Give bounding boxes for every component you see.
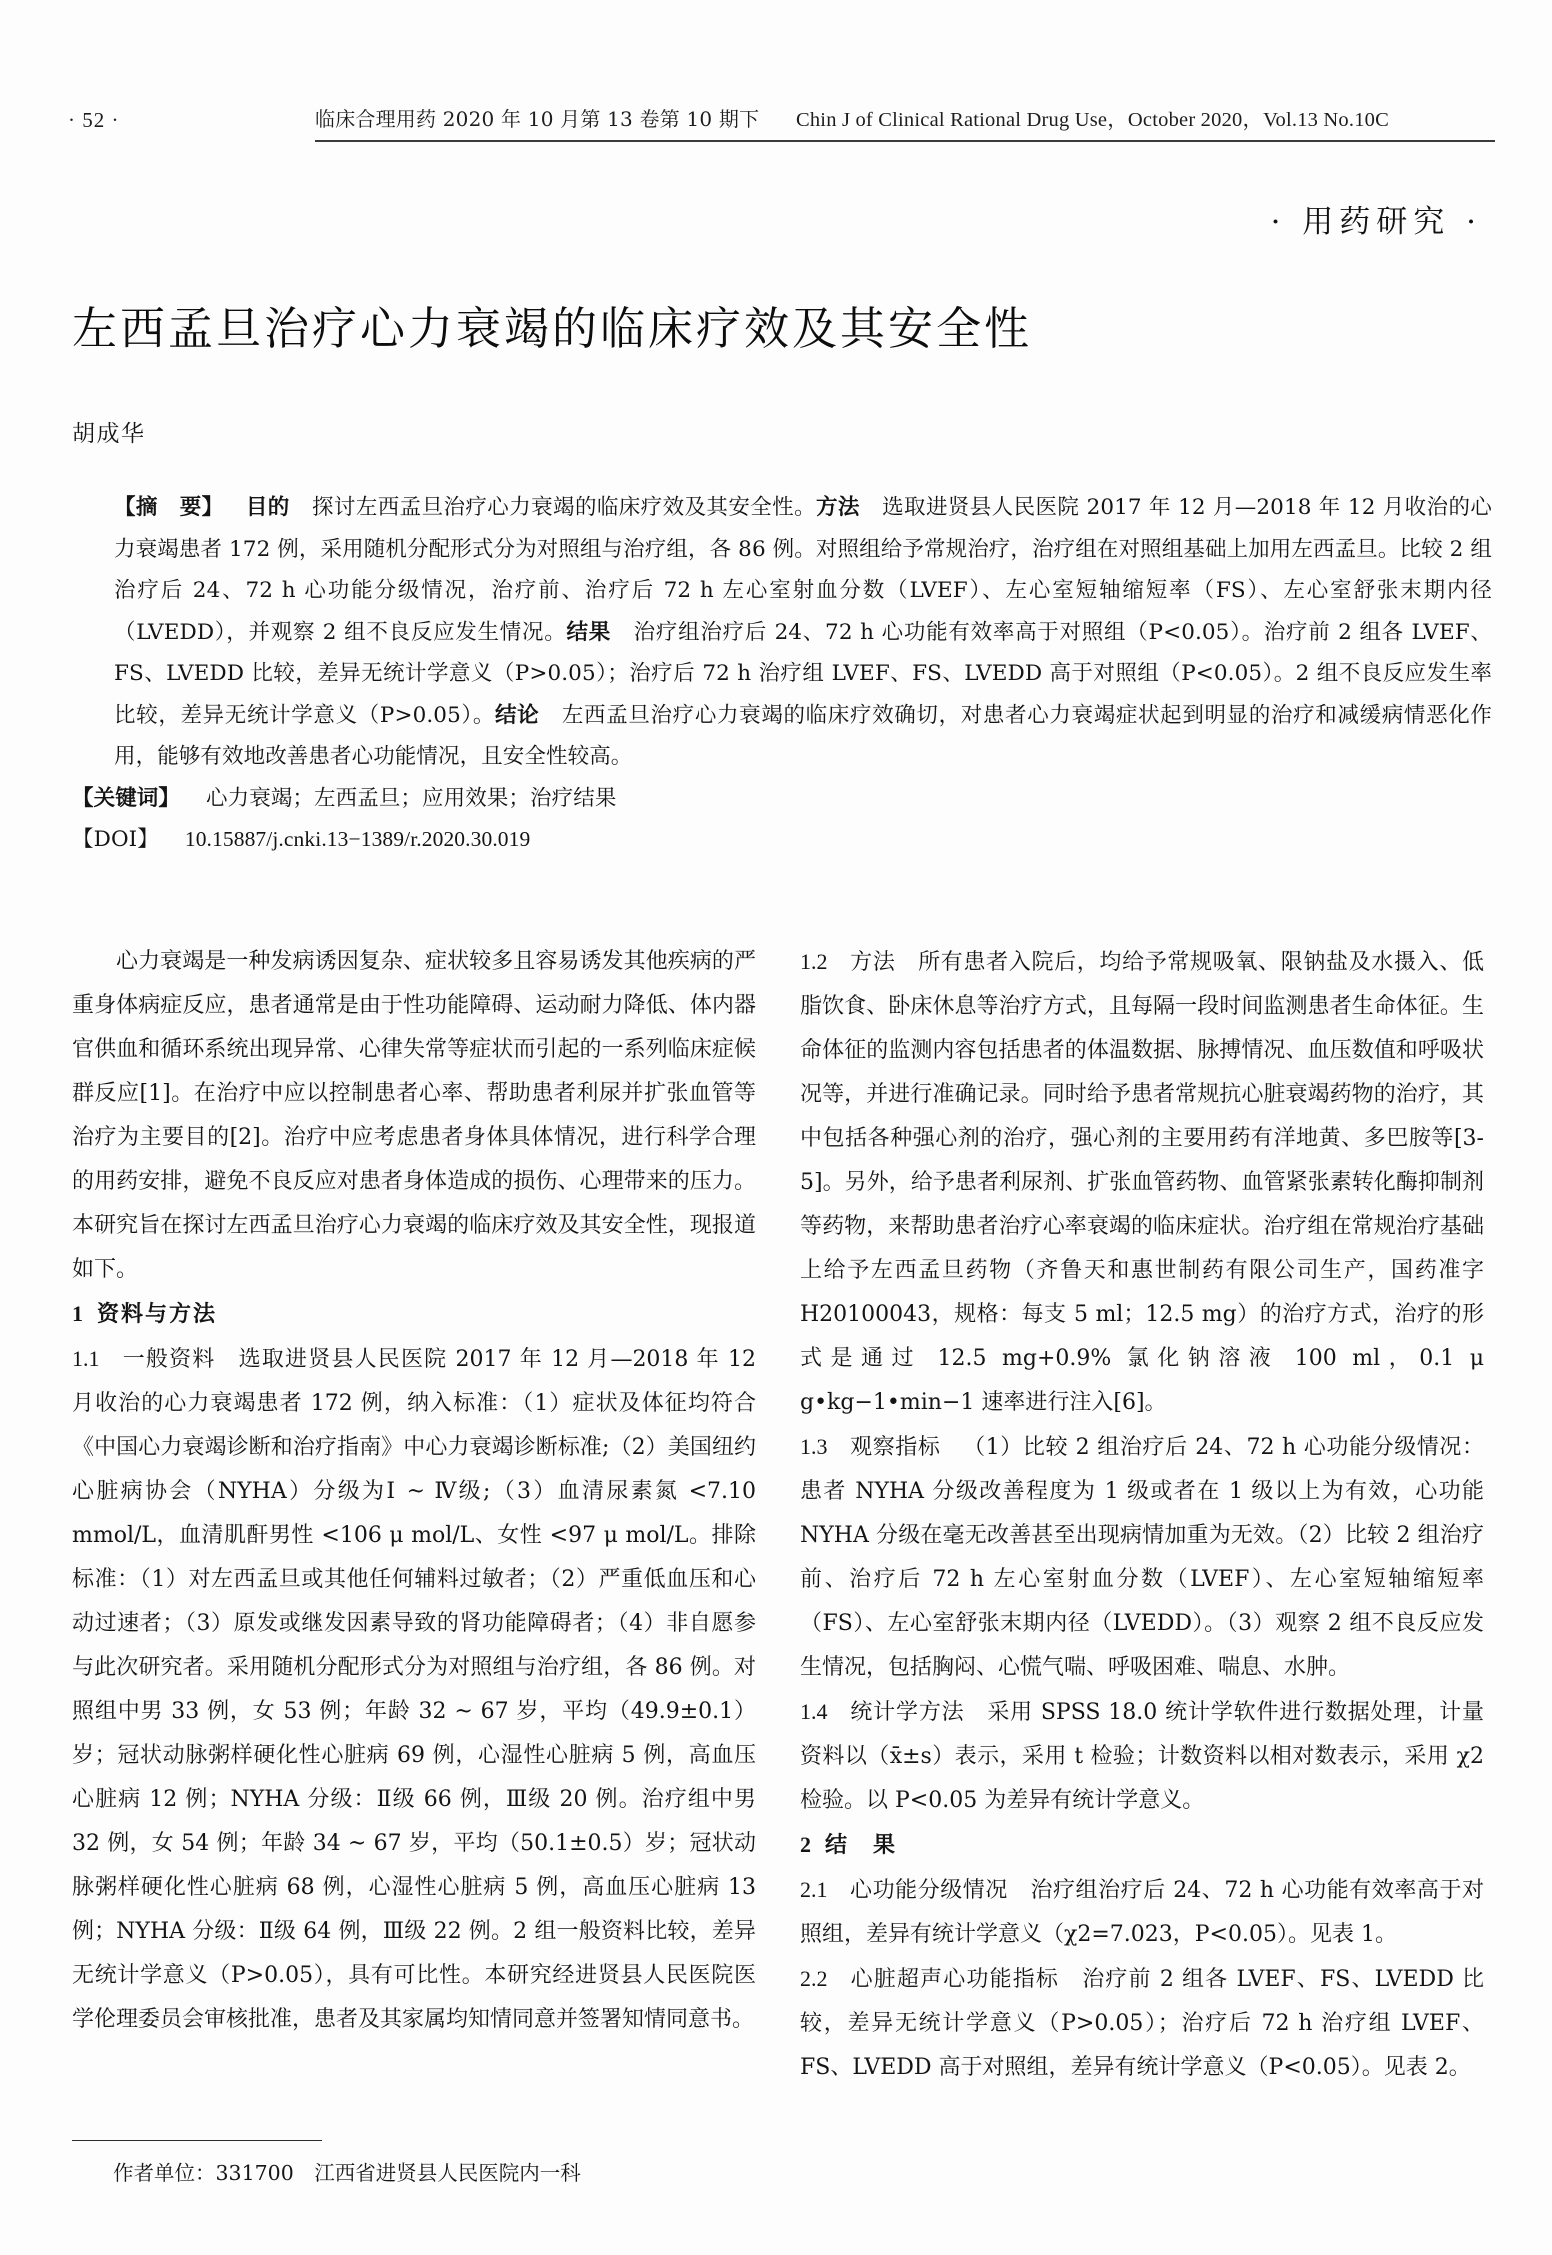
section-2-2 [800, 1957, 1484, 2090]
section-1-3 [800, 1425, 1484, 1690]
footnote-divider [72, 2140, 322, 2141]
section-1-1-number: 1.1 [72, 1346, 100, 1371]
abstract-results-text: 治疗组治疗后 24、72 h 心功能有效率高于对照组（P<0.05）。治疗前 2 组各 LVEF、FS、LVEDD 比较，差异无统计学意义（P>0.05）；治疗后 72 h 治疗组 LVEF、FS、LVEDD 高于对照组（P<0.05）。2 组不良反应发生率比较，差异无统计学意义（P>0.05）。 [114, 619, 1492, 728]
running-head-text-block [315, 104, 1495, 142]
keywords-text: 心力衰竭；左西孟旦；应用效果；治疗结果 [206, 785, 617, 811]
author-affiliation-footnote: 作者单位：331700 江西省进贤县人民医院内一科 [113, 2161, 581, 2185]
abstract-block [72, 487, 1492, 861]
page-number: · 52 · [68, 108, 120, 132]
abstract-methods-label: 方法 [815, 495, 860, 520]
intro-paragraph: 心力衰竭是一种发病诱因复杂、症状较多且容易诱发其他疾病的严重身体病症反应，患者通常是由于性功能障碍、运动耐力降低、体内器官供血和循环系统出现异常、心律失常等症状而引起的一系列临床症候群反应[1]。在治疗中应以控制患者心率、帮助患者利尿并扩张血管等治疗为主要目的[2]。治疗中应考虑患者身体具体情况，进行科学合理的用药安排，避免不良反应对患者身体造成的损伤、心理带来的压力。本研究旨在探讨左西孟旦治疗心力衰竭的临床疗效及其安全性，现报道如下。 [72, 949, 756, 1282]
abstract-objective-text: 探讨左西孟旦治疗心力衰竭的临床疗效及其安全性。 [311, 495, 816, 520]
section-1-3-title: 观察指标 [849, 1435, 941, 1460]
heading-materials-methods [72, 1292, 756, 1337]
body-column-left [72, 940, 756, 2042]
section-2-1-number: 2.1 [800, 1877, 828, 1902]
section-1-3-number: 1.3 [800, 1434, 828, 1459]
section-2-1 [800, 1868, 1484, 1957]
section-1-4-title: 统计学方法 [849, 1700, 965, 1725]
abstract-body [114, 487, 1492, 778]
abstract-results-label: 结果 [566, 619, 611, 645]
abstract-conclusion-text: 左西孟旦治疗心力衰竭的临床疗效确切，对患者心力衰竭症状起到明显的治疗和减缓病情恶化作用，能够有效地改善患者心功能情况，且安全性较高。 [114, 702, 1493, 769]
doi-value: 10.15887/j.cnki.13−1389/r.2020.30.019 [184, 827, 531, 851]
section-kicker: · 用药研究 · [1270, 204, 1482, 240]
abstract-objective-label: 目的 [245, 495, 290, 520]
section-1-1-text: 选取进贤县人民医院 2017 年 12 月—2018 年 12 月收治的心力衰竭患者 172 例，纳入标准：（1）症状及体征均符合《中国心力衰竭诊断和治疗指南》中心力衰竭诊断标准;（2）美国纽约心脏病协会（NYHA）分级为Ⅰ ~ Ⅳ级;（3）血清尿素氮 <7.10 mmol/L，血清肌酐男性 <106 μ mol/L、女性 <97 μ mol/L。排除标准：（1）对左西孟旦或其他任何辅料过敏者；（2）严重低血压和心动过速者；（3）原发或继发因素导致的肾功能障碍者；（4）非自愿参与此次研究者。采用随机分配形式分为对照组与治疗组，各 86 例。对照组中男 33 例，女 53 例；年龄 32 ~ 67 岁，平均（49.9±0.1）岁；冠状动脉粥样硬化性心脏病 69 例，心湿性心脏病 5 例，高血压心脏病 12 例；NYHA 分级：Ⅱ级 66 例，Ⅲ级 20 例。治疗组中男 32 例，女 54 例；年龄 34 ~ 67 岁，平均（50.1±0.5）岁；冠状动脉粥样硬化性心脏病 68 例，心湿性心脏病 5 例，高血压心脏病 13 例；NYHA 分级：Ⅱ级 64 例，Ⅲ级 22 例。2 组一般资料比较，差异无统计学意义（P>0.05），具有可比性。本研究经进贤县人民医院医学伦理委员会审核批准，患者及其家属均知情同意并签署知情同意书。 [72, 1347, 756, 2032]
heading-1-text: 资料与方法 [97, 1302, 218, 1327]
heading-2-number: 2 [800, 1832, 813, 1857]
section-1-4-text: 采用 SPSS 18.0 统计学软件进行数据处理，计量资料以（x̄±s）表示，采用 t 检验；计数资料以相对数表示，采用 χ2 检验。以 P<0.05 为差异有统计学意义。 [800, 1700, 1484, 1813]
section-1-2-text: 所有患者入院后，均给予常规吸氧、限钠盐及水摄入、低脂饮食、卧床休息等治疗方式，且每隔一段时间监测患者生命体征。生命体征的监测内容包括患者的体温数据、脉搏情况、血压数值和呼吸状况等，并进行准确记录。同时给予患者常规抗心脏衰竭药物的治疗，其中包括各种强心剂的治疗，强心剂的主要用药有洋地黄、多巴胺等[3-5]。另外，给予患者利尿剂、扩张血管药物、血管紧张素转化酶抑制剂等药物，来帮助患者治疗心率衰竭的临床症状。治疗组在常规治疗基础上给予左西孟旦药物（齐鲁天和惠世制药有限公司生产，国药准字 H20100043，规格：每支 5 ml；12.5 mg）的治疗方式，治疗的形式是通过 12.5 mg+0.9% 氯化钠溶液 100 ml，0.1 μ g•kg−1•min−1 速率进行注入[6]。 [800, 950, 1484, 1415]
doi-line [72, 819, 1492, 861]
body-column-right [800, 940, 1484, 2090]
section-1-3-text: （1）比较 2 组治疗后 24、72 h 心功能分级情况：患者 NYHA 分级改善程度为 1 级或者在 1 级以上为有效，心功能 NYHA 分级在毫无改善甚至出现病情加重为无效。（2）比较 2 组治疗前、治疗后 72 h 左心室射血分数（LVEF）、左心室短轴缩短率（FS）、左心室舒张末期内径（LVEDD）。（3）观察 2 组不良反应发生情况，包括胸闷、心慌气喘、呼吸困难、喘息、水肿。 [800, 1435, 1484, 1680]
author-byline: 胡成华 [72, 421, 146, 447]
section-1-2-number: 1.2 [800, 949, 828, 974]
section-1-4-number: 1.4 [800, 1699, 828, 1724]
abstract-label: 【摘 要】 [114, 495, 224, 520]
section-1-2 [800, 940, 1484, 1425]
running-head-chinese: 临床合理用药 2020 年 10 月第 13 卷第 10 期下 [315, 107, 760, 131]
abstract-methods-text: 选取进贤县人民医院 2017 年 12 月—2018 年 12 月收治的心力衰竭患者 172 例，采用随机分配形式分为对照组与治疗组，各 86 例。对照组给予常规治疗，治疗组在对照组基础上加用左西孟旦。比较 2 组治疗后 24、72 h 心功能分级情况，治疗前、治疗后 72 h 左心室射血分数（LVEF）、左心室短轴缩短率（FS）、左心室舒张末期内径（LVEDD），并观察 2 组不良反应发生情况。 [114, 495, 1492, 645]
header-divider [315, 140, 1495, 142]
abstract-conclusion-label: 结论 [495, 702, 540, 728]
running-head-english: Chin J of Clinical Rational Drug Use，October 2020，Vol.13 No.10C [795, 109, 1389, 131]
section-2-1-title: 心功能分级情况 [849, 1878, 1008, 1903]
heading-1-number: 1 [72, 1301, 85, 1326]
keywords-label: 【关键词】 [72, 785, 181, 811]
doi-label: 【DOI】 [72, 827, 159, 852]
section-2-2-number: 2.2 [800, 1966, 828, 1991]
section-2-2-text: 治疗前 2 组各 LVEF、FS、LVEDD 比较，差异无统计学意义（P>0.05）；治疗后 72 h 治疗组 LVEF、FS、LVEDD 高于对照组，差异有统计学意义（P<0.05）。见表 2。 [800, 1967, 1484, 2080]
section-1-2-title: 方法 [849, 950, 896, 975]
section-1-1-title: 一般资料 [121, 1347, 216, 1372]
heading-results [800, 1823, 1484, 1868]
page-title: 左西孟旦治疗心力衰竭的临床疗效及其安全性 [72, 302, 1033, 355]
section-2-1-text: 治疗组治疗后 24、72 h 心功能有效率高于对照组，差异有统计学意义（χ2=7.023，P<0.05）。见表 1。 [800, 1878, 1484, 1947]
section-1-1 [72, 1337, 756, 2042]
running-head [60, 104, 1492, 150]
keywords-line [72, 778, 1492, 820]
section-2-2-title: 心脏超声心功能指标 [849, 1967, 1060, 1992]
section-1-4 [800, 1690, 1484, 1823]
heading-2-text: 结 果 [825, 1833, 898, 1858]
